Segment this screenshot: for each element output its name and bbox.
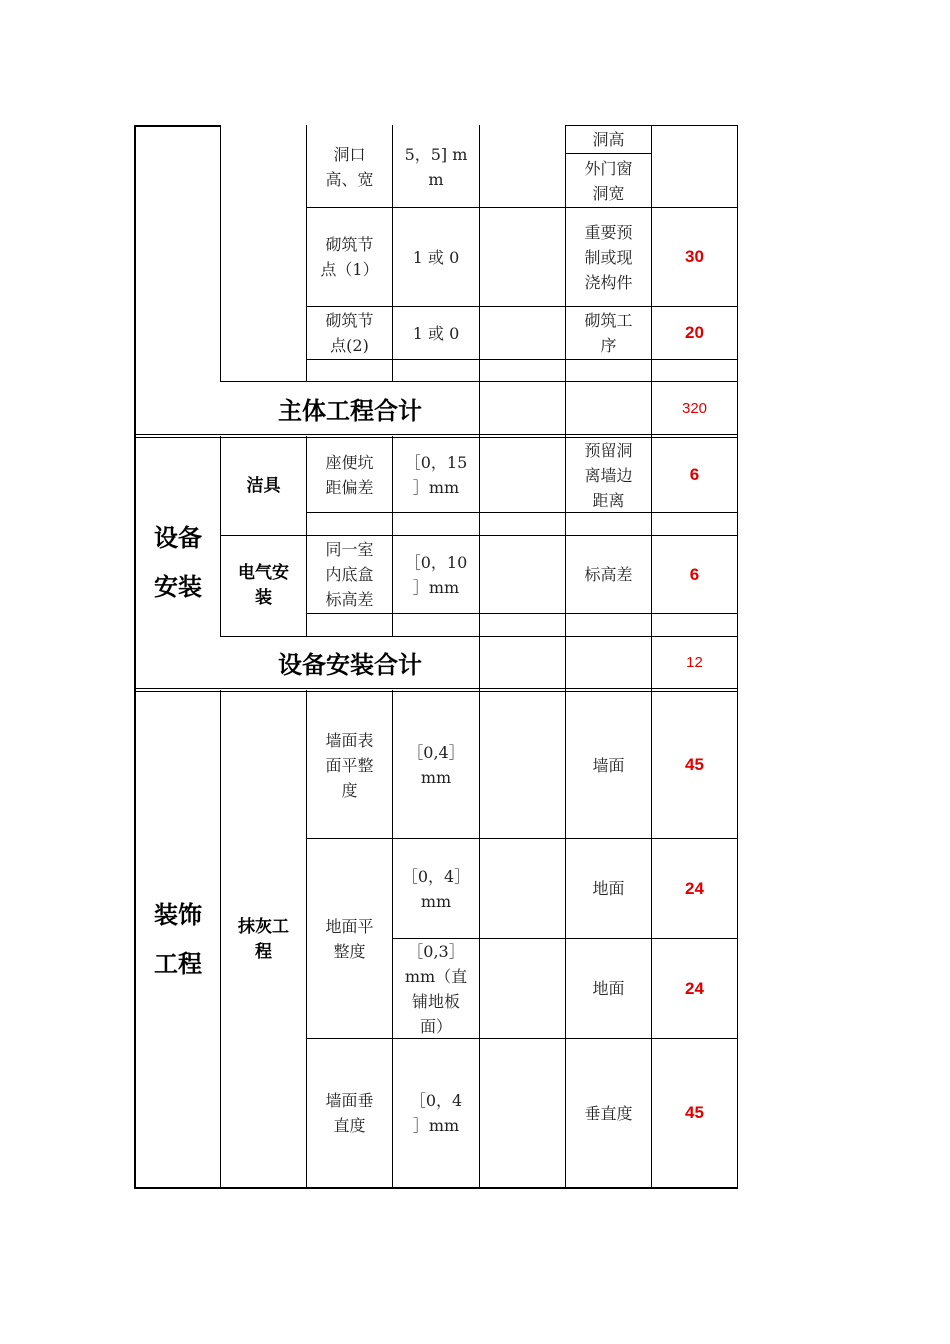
part-cell: 预留洞 离墙边 距离 <box>584 440 633 510</box>
row-divider <box>306 359 738 360</box>
range-cell: ［0,4］ mm <box>407 743 465 787</box>
item-cell: 同一室 内底盒 标高差 <box>325 540 374 609</box>
range-cell: ［0，4］ mm <box>401 866 471 911</box>
item-cell: 墙面表 面平整 度 <box>325 730 374 800</box>
part-cell: 重要预 制或现 浇构件 <box>584 222 633 292</box>
part-cell: 洞高 <box>592 130 625 149</box>
category-cell: 装饰 工程 <box>154 900 202 978</box>
subtotal-score: 12 <box>686 654 703 671</box>
part-cell: 砌筑工 序 <box>584 311 633 355</box>
score-cell: 30 <box>685 247 704 266</box>
range-cell: 1 或 0 <box>412 323 460 343</box>
section-divider <box>134 688 738 689</box>
row-divider <box>306 613 738 614</box>
part-cell: 标高差 <box>584 565 633 584</box>
item-cell: 洞口 高、宽 <box>325 144 374 189</box>
row-divider <box>134 125 221 127</box>
item-cell: 砌筑节 点（1） <box>320 235 379 279</box>
range-cell: ［0，15 ］mm <box>404 453 468 497</box>
part-cell: 地面 <box>592 879 625 898</box>
part-cell: 垂直度 <box>584 1103 633 1123</box>
part-cell: 外门窗 洞宽 <box>584 158 633 203</box>
subtotal-label: 设备安装合计 <box>278 651 422 679</box>
table-border-right <box>737 125 738 1189</box>
item-cell: 座便坑 距偏差 <box>325 453 374 497</box>
range-cell: 5，5] m m <box>404 144 468 189</box>
item-cell: 地面平 整度 <box>325 916 374 961</box>
range-cell: ［0，4 ］mm <box>409 1091 463 1135</box>
group-cell: 电气安 装 <box>238 563 289 608</box>
part-cell: 墙面 <box>592 755 625 775</box>
range-cell: 1 或 0 <box>412 247 460 267</box>
category-cell: 设备 安装 <box>154 524 202 601</box>
subtotal-label: 主体工程合计 <box>278 396 422 425</box>
column-divider <box>479 125 480 1189</box>
row-divider <box>306 512 738 513</box>
score-cell: 45 <box>685 755 704 774</box>
score-cell: 6 <box>689 465 700 484</box>
column-divider <box>220 125 221 381</box>
score-cell: 24 <box>685 878 704 898</box>
item-cell: 砌筑节 点(2) <box>325 311 374 355</box>
score-cell: 24 <box>685 978 704 998</box>
item-cell: 墙面垂 直度 <box>325 1091 374 1135</box>
table-border-bottom <box>134 1187 738 1189</box>
section-divider <box>134 434 738 435</box>
range-cell: ［0,3］ mm（直 铺地板 面） <box>404 941 468 1036</box>
range-cell: ［0，10 ］mm <box>404 552 468 597</box>
part-cell: 地面 <box>592 979 625 998</box>
subtotal-score: 320 <box>681 399 708 417</box>
score-cell: 45 <box>685 1103 704 1122</box>
score-cell: 6 <box>689 564 700 584</box>
score-cell: 20 <box>685 323 704 342</box>
group-cell: 洁具 <box>246 476 281 496</box>
group-cell: 抹灰工 程 <box>238 916 289 962</box>
